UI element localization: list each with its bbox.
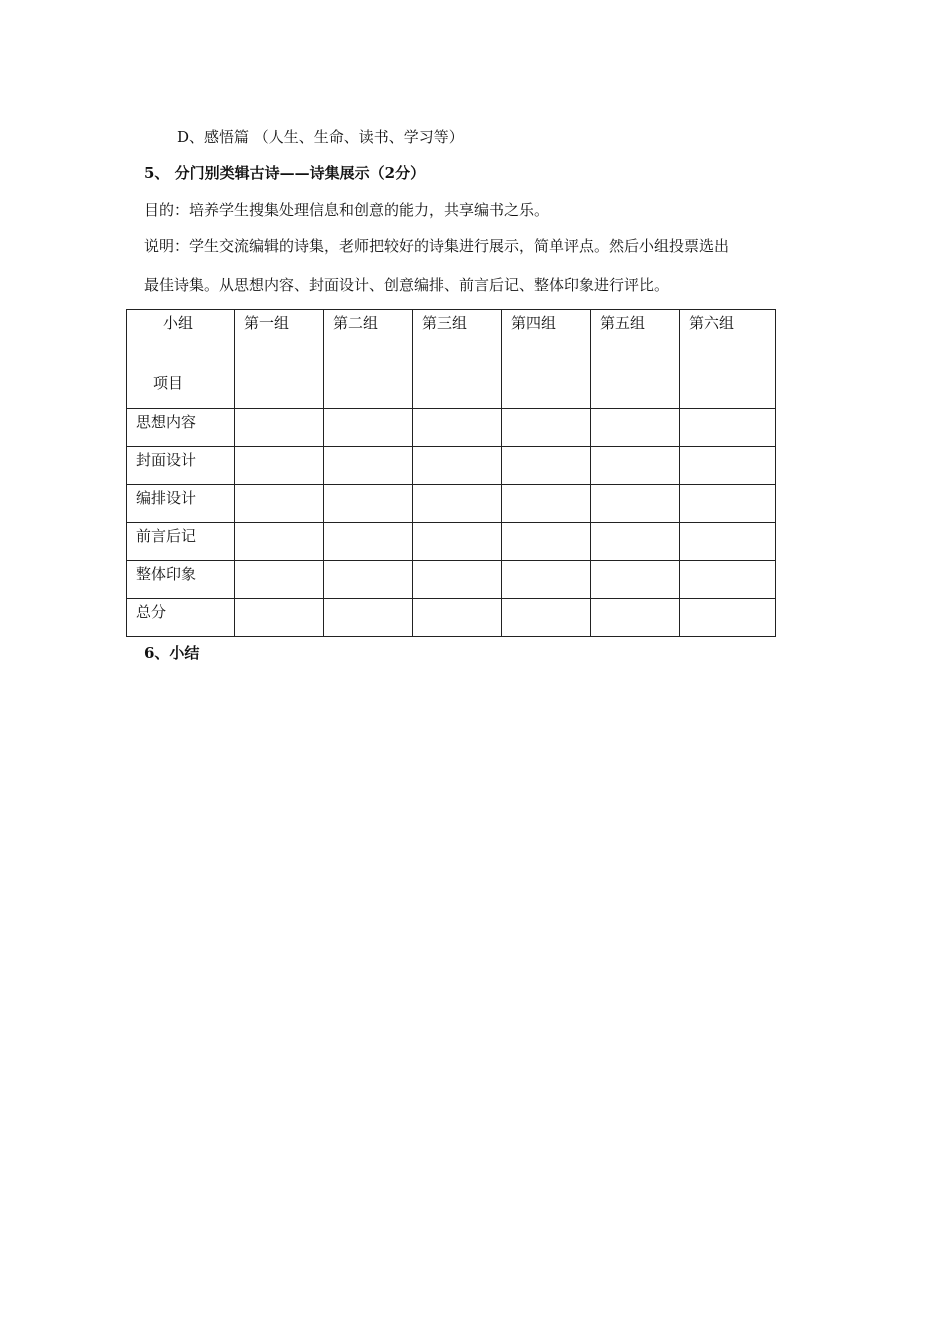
- row-label: 前言后记: [136, 527, 197, 545]
- score-cell: [680, 599, 776, 637]
- score-cell: [680, 409, 776, 447]
- score-cell: [680, 561, 776, 599]
- score-cell: [235, 409, 324, 447]
- score-cell: [324, 523, 413, 561]
- score-cell: [235, 561, 324, 599]
- row-label: 封面设计: [136, 451, 197, 469]
- row-label: 编排设计: [136, 489, 197, 507]
- score-cell: [502, 485, 591, 523]
- group-header-label: 第二组: [333, 314, 379, 332]
- category-d-line: D、感悟篇 （人生、生命、读书、学习等）: [177, 128, 464, 146]
- score-cell: [413, 523, 502, 561]
- table-corner-cell: [127, 310, 235, 409]
- group-header-cell: [324, 310, 413, 409]
- row-label-cell: [127, 409, 235, 447]
- table-row: [127, 409, 776, 447]
- description-line-1: 说明：学生交流编辑的诗集，老师把较好的诗集进行展示，简单评点。然后小组投票选出: [144, 237, 730, 255]
- score-cell: [502, 523, 591, 561]
- row-label: 整体印象: [136, 565, 197, 583]
- row-label-cell: [127, 485, 235, 523]
- description-line-2: 最佳诗集。从思想内容、封面设计、创意编排、前言后记、整体印象进行评比。: [144, 276, 670, 294]
- table-row: [127, 561, 776, 599]
- score-cell: [324, 447, 413, 485]
- score-cell: [235, 599, 324, 637]
- group-header-cell: [502, 310, 591, 409]
- score-cell: [680, 447, 776, 485]
- score-cell: [413, 409, 502, 447]
- evaluation-table: [126, 309, 776, 637]
- group-header-cell: [591, 310, 680, 409]
- score-cell: [680, 523, 776, 561]
- row-label: 思想内容: [136, 413, 197, 431]
- score-cell: [324, 599, 413, 637]
- score-cell: [324, 561, 413, 599]
- score-cell: [591, 447, 680, 485]
- score-cell: [502, 447, 591, 485]
- score-cell: [413, 561, 502, 599]
- score-cell: [235, 447, 324, 485]
- row-label-cell: [127, 561, 235, 599]
- row-label-cell: [127, 447, 235, 485]
- table-row: [127, 485, 776, 523]
- table-header-row: [127, 310, 776, 409]
- group-header-cell: [680, 310, 776, 409]
- corner-item-label: 项目: [153, 374, 184, 392]
- section-5-heading: 5、 分门别类辑古诗——诗集展示（2分）: [144, 164, 426, 182]
- row-label: 总分: [136, 603, 167, 621]
- score-cell: [591, 523, 680, 561]
- score-cell: [502, 409, 591, 447]
- group-header-label: 第三组: [422, 314, 468, 332]
- score-cell: [591, 485, 680, 523]
- group-header-label: 第一组: [244, 314, 290, 332]
- table-row: [127, 447, 776, 485]
- score-cell: [591, 409, 680, 447]
- score-cell: [680, 485, 776, 523]
- table-row: [127, 599, 776, 637]
- row-label-cell: [127, 523, 235, 561]
- score-cell: [324, 485, 413, 523]
- score-cell: [413, 485, 502, 523]
- score-cell: [591, 561, 680, 599]
- score-cell: [502, 561, 591, 599]
- score-cell: [502, 599, 591, 637]
- score-cell: [591, 599, 680, 637]
- group-header-label: 第四组: [511, 314, 557, 332]
- table-row: [127, 523, 776, 561]
- score-cell: [413, 599, 502, 637]
- group-header-cell: [413, 310, 502, 409]
- group-header-label: 第五组: [600, 314, 646, 332]
- row-label-cell: [127, 599, 235, 637]
- score-cell: [235, 485, 324, 523]
- score-cell: [235, 523, 324, 561]
- score-cell: [413, 447, 502, 485]
- score-cell: [324, 409, 413, 447]
- section-6-heading: 6、小结: [144, 644, 200, 662]
- purpose-paragraph: 目的：培养学生搜集处理信息和创意的能力，共享编书之乐。: [144, 201, 550, 219]
- corner-group-label: 小组: [163, 314, 194, 332]
- group-header-cell: [235, 310, 324, 409]
- group-header-label: 第六组: [689, 314, 735, 332]
